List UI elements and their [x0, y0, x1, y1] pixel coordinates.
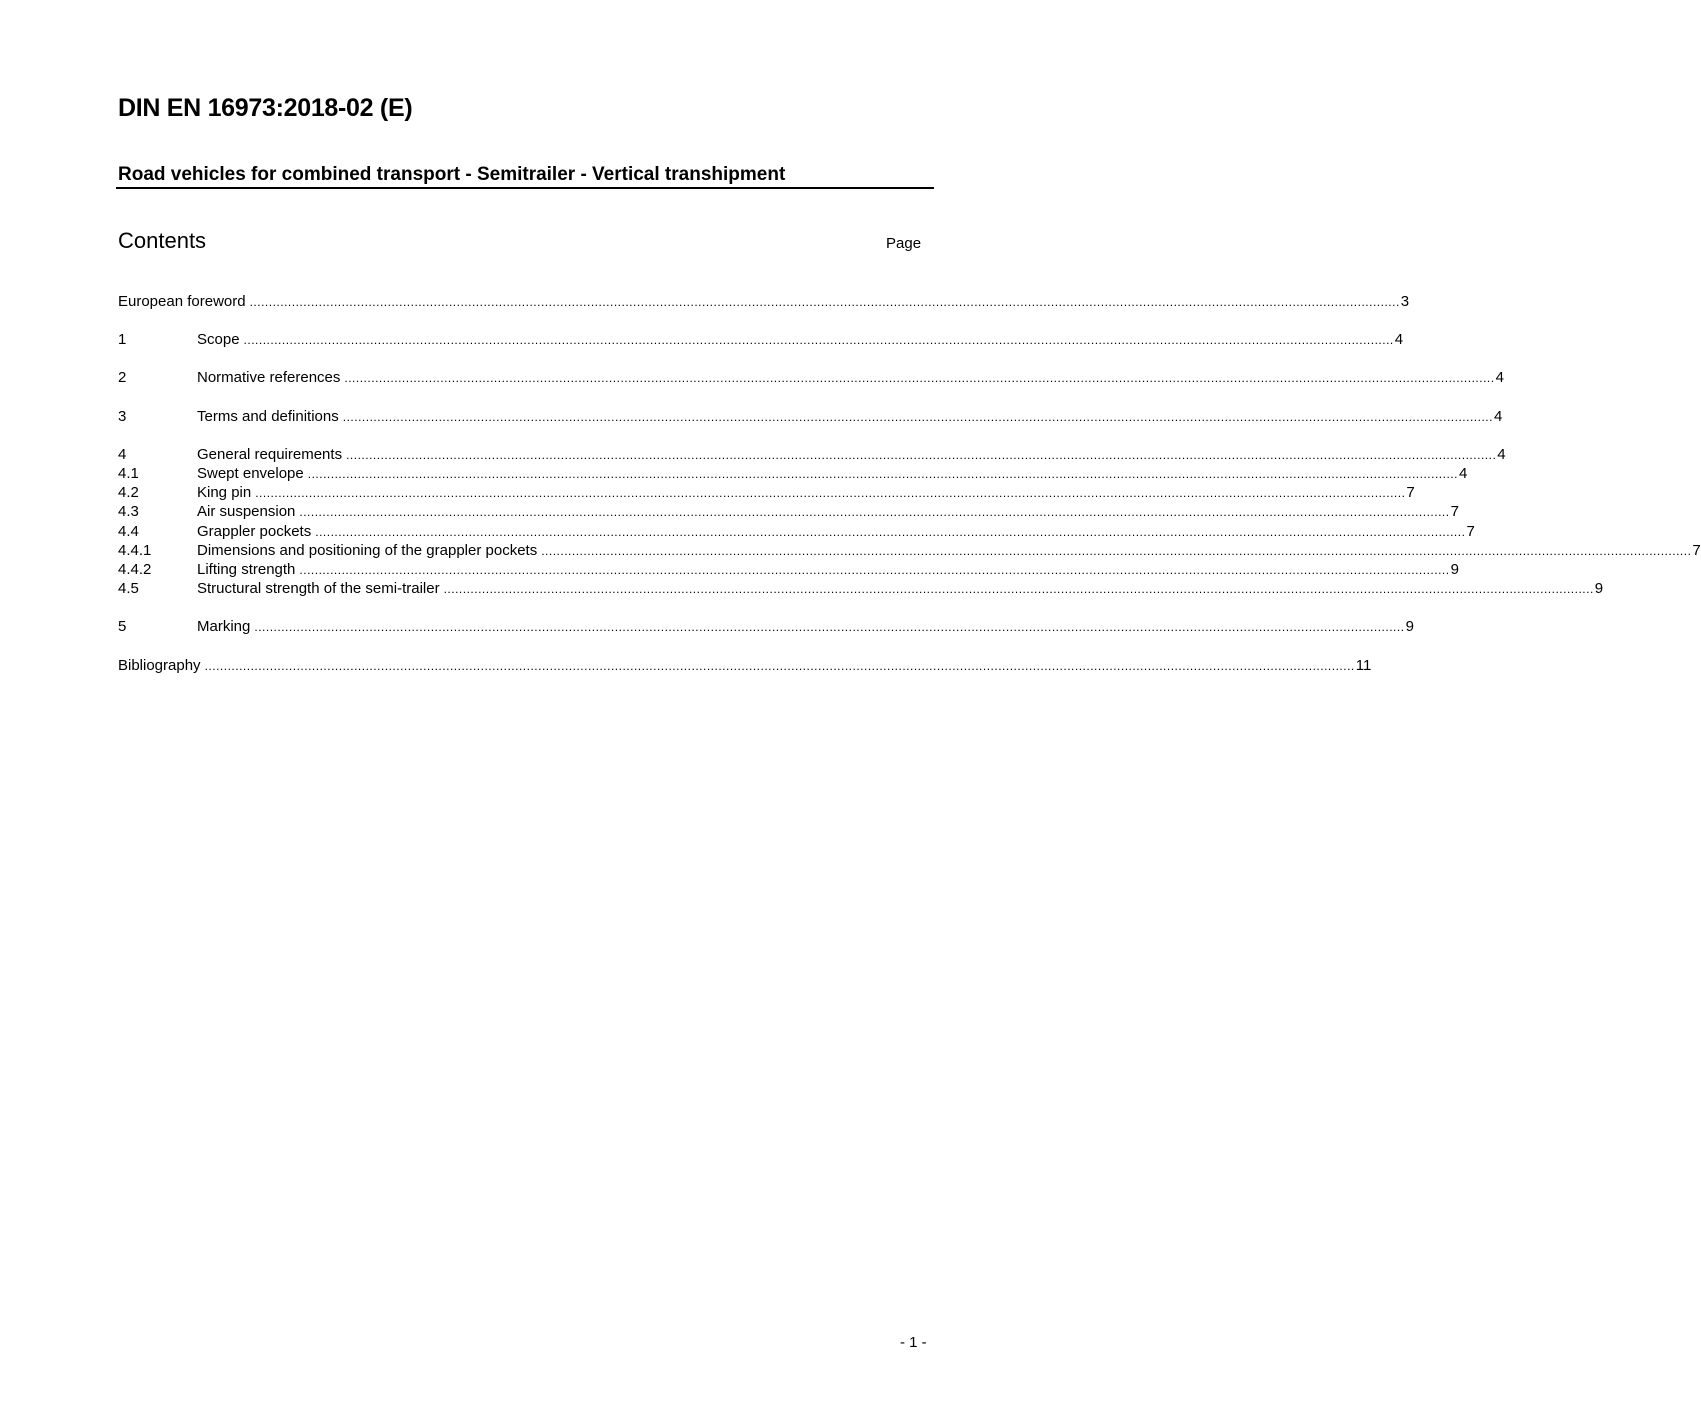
- toc-entry-title: Lifting strength: [197, 561, 296, 578]
- toc-entry-title: King pin: [197, 484, 252, 501]
- toc-entry-bibliography[interactable]: [118, 656, 1372, 675]
- page-number: - 1 -: [900, 1334, 927, 1351]
- toc-entry-structural-strength[interactable]: [118, 579, 1604, 598]
- toc-entry-swept-envelope[interactable]: [118, 464, 1468, 483]
- toc-entry-number: 4.1: [118, 465, 139, 482]
- toc-entry-title: European foreword: [118, 293, 246, 310]
- page-column-heading: Page: [886, 235, 922, 252]
- toc-leader-dots: ............................................................................................................................................................................................................................................................................................................: [443, 582, 1594, 596]
- document-subtitle: Road vehicles for combined transport - Semitrailer - Vertical transhipment: [118, 164, 786, 185]
- contents-heading: Contents: [118, 228, 207, 253]
- toc-entry-page: 9: [1450, 561, 1459, 578]
- toc-entry-lifting-strength[interactable]: [118, 560, 1459, 579]
- document-title: DIN EN 16973:2018-02 (E): [118, 94, 413, 122]
- toc-leader-dots: ............................................................................................................................................................................................................................................................................................................: [204, 659, 1355, 673]
- toc-entry-number: 4.4.1: [118, 542, 152, 559]
- toc-entry-page: 9: [1594, 580, 1604, 597]
- toc-entry-king-pin[interactable]: [118, 483, 1415, 502]
- toc-entry-title: Structural strength of the semi-trailer: [197, 580, 440, 597]
- toc-leader-dots: ............................................................................................................................................................................................................................................................................................................: [249, 295, 1400, 309]
- toc-entry-general-requirements[interactable]: [118, 445, 1506, 464]
- toc-entry-title: Air suspension: [197, 503, 296, 520]
- toc-entry-number: 4: [118, 446, 127, 463]
- toc-entry-page: 7: [1692, 542, 1701, 559]
- toc-entry-page: 4: [1493, 408, 1503, 425]
- toc-leader-dots: ............................................................................................................................................................................................................................................................................................................: [315, 525, 1466, 539]
- toc-entry-grappler-pockets[interactable]: [118, 522, 1475, 541]
- toc-entry-page: 4: [1458, 465, 1468, 482]
- toc-entry-title: Grappler pockets: [197, 523, 312, 540]
- toc-entry-scope[interactable]: [118, 330, 1404, 349]
- toc-entry-number: 4.3: [118, 503, 139, 520]
- toc-leader-dots: ............................................................................................................................................................................................................................................................................................................: [307, 467, 1458, 481]
- toc-entry-title: Dimensions and positioning of the grappler pockets: [197, 542, 538, 559]
- toc-leader-dots: ............................................................................................................................................................................................................................................................................................................: [243, 333, 1394, 347]
- toc-entry-number: 3: [118, 408, 127, 425]
- toc-leader-dots: ............................................................................................................................................................................................................................................................................................................: [344, 371, 1495, 385]
- toc-entry-title: Swept envelope: [197, 465, 304, 482]
- toc-entry-title: Terms and definitions: [197, 408, 339, 425]
- toc-entry-terms-and-definitions[interactable]: [118, 407, 1503, 426]
- toc-entry-title: General requirements: [197, 446, 343, 463]
- toc-leader-dots: ............................................................................................................................................................................................................................................................................................................: [346, 448, 1497, 462]
- toc-entry-page: 9: [1405, 618, 1414, 635]
- subtitle-rule: [116, 187, 934, 189]
- toc-leader-dots: ............................................................................................................................................................................................................................................................................................................: [299, 505, 1450, 519]
- toc-entry-title: Normative references: [197, 369, 341, 386]
- toc-entry-number: 2: [118, 369, 127, 386]
- toc-entry-page: 4: [1394, 331, 1404, 348]
- toc-leader-dots: ............................................................................................................................................................................................................................................................................................................: [254, 620, 1405, 634]
- toc-entry-european-foreword[interactable]: [118, 292, 1410, 311]
- toc-leader-dots: ............................................................................................................................................................................................................................................................................................................: [541, 544, 1692, 558]
- toc-entry-number: 4.2: [118, 484, 139, 501]
- toc-entry-number: 4.5: [118, 580, 139, 597]
- toc-entry-title: Marking: [197, 618, 251, 635]
- toc-entry-marking[interactable]: [118, 617, 1414, 636]
- toc-entry-number: 5: [118, 618, 127, 635]
- toc-entry-title: Scope: [197, 331, 240, 348]
- toc-leader-dots: ............................................................................................................................................................................................................................................................................................................: [342, 410, 1493, 424]
- toc-entry-normative-references[interactable]: [118, 368, 1504, 387]
- toc-entry-page: 7: [1406, 484, 1415, 501]
- toc-entry-number: 1: [118, 331, 127, 348]
- toc-entry-dimensions-and-positioning[interactable]: [118, 541, 1701, 560]
- toc-entry-page: 3: [1400, 293, 1410, 310]
- toc-entry-air-suspension[interactable]: [118, 502, 1459, 521]
- toc-entry-page: 11: [1355, 657, 1372, 674]
- toc-entry-number: 4.4: [118, 523, 139, 540]
- toc-entry-page: 7: [1450, 503, 1459, 520]
- toc-entry-page: 4: [1497, 446, 1506, 463]
- toc-entry-page: 4: [1495, 369, 1504, 386]
- toc-leader-dots: ............................................................................................................................................................................................................................................................................................................: [299, 563, 1450, 577]
- toc-leader-dots: ............................................................................................................................................................................................................................................................................................................: [255, 486, 1406, 500]
- toc-entry-number: 4.4.2: [118, 561, 152, 578]
- toc-entry-title: Bibliography: [118, 657, 201, 674]
- toc-entry-page: 7: [1466, 523, 1475, 540]
